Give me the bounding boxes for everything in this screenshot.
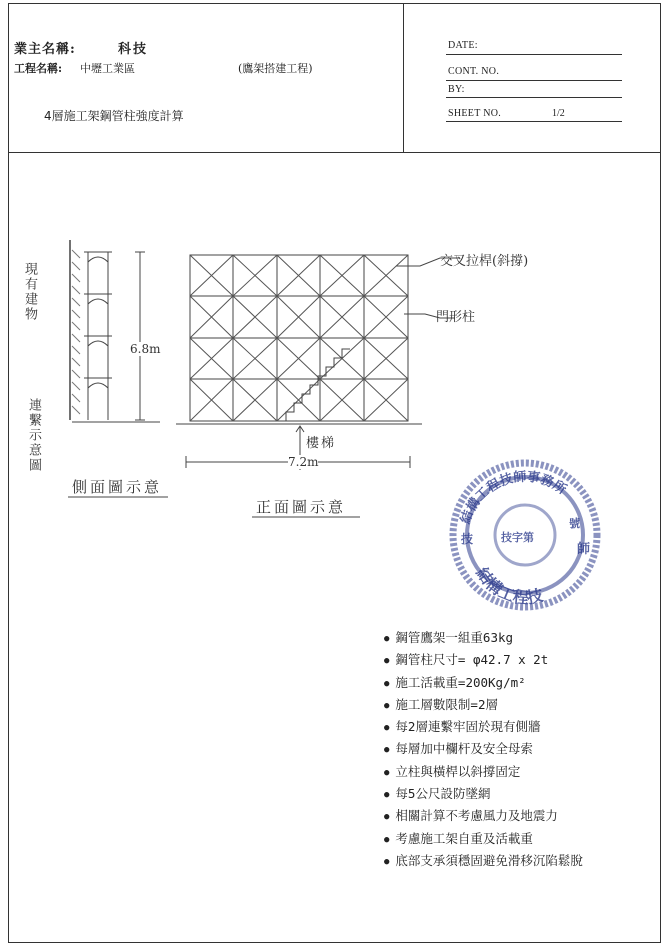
notes-list	[384, 628, 583, 873]
stamp-left-text: 技	[461, 532, 474, 546]
ladder-label: 樓梯	[306, 436, 337, 451]
side-caption: 側面圖示意	[72, 478, 163, 496]
note-item: ● 每5公尺設防墜網	[384, 784, 583, 806]
note-item: ● 考慮施工架自重及活載重	[384, 829, 583, 851]
sheet-value: 1/2	[552, 108, 565, 119]
cont-label: CONT. NO.	[448, 66, 500, 77]
note-item: ● 相關計算不考慮風力及地震力	[384, 806, 583, 828]
front-caption: 正面圖示意	[256, 498, 347, 516]
stamp-right-text: 號	[569, 517, 580, 530]
side-wall-label: 現有建物	[22, 262, 37, 322]
owner-value: 科技	[118, 42, 149, 57]
by-label: BY:	[448, 84, 465, 95]
svg-text:結構工程技	[472, 563, 545, 607]
note-item: ● 鋼管柱尺寸= φ42.7 x 2t	[384, 650, 583, 672]
note-item: ● 立柱與橫桿以斜撐固定	[384, 762, 583, 784]
note-item: ● 鋼管鷹架一組重63kg	[384, 628, 583, 650]
brace-label: 交叉拉桿(斜撐)	[440, 254, 529, 269]
side-tie-label: 連繫示意圖	[26, 398, 41, 473]
date-label: DATE:	[448, 40, 478, 51]
width-label: 7.2m	[288, 455, 319, 469]
stamp-text-layer	[453, 463, 597, 607]
project-type: (鷹架搭建工程)	[238, 62, 313, 75]
svg-text:結構工程技師事務所	[457, 469, 570, 527]
project-value: 中壢工業區	[80, 62, 135, 75]
note-item: ● 施工活載重=200Kg/m²	[384, 673, 583, 695]
note-item: ● 每層加中欄杆及安全母索	[384, 739, 583, 761]
stamp-top-text: 結構工程技師事務所	[458, 469, 569, 526]
stamp-bottom-text: 結構工程技	[472, 563, 545, 607]
height-label: 6.8m	[130, 342, 161, 356]
note-item: ● 底部支承須穩固避免滑移沉陷鬆脫	[384, 851, 583, 873]
wall-hatch	[72, 250, 80, 414]
calc-title: 4層施工架鋼管柱強度計算	[44, 109, 184, 123]
front-frame	[190, 255, 408, 421]
sheet-label: SHEET NO.	[448, 108, 502, 119]
project-label: 工程名稱:	[14, 62, 63, 75]
side-frame	[84, 252, 112, 420]
stamp-side-text: 師	[577, 542, 591, 557]
column-label: 門形柱	[436, 310, 476, 325]
stamp-center-text: 技字第	[501, 531, 534, 544]
note-item: ● 施工層數限制=2層	[384, 695, 583, 717]
note-item: ● 每2層連繫牢固於現有側牆	[384, 717, 583, 739]
owner-label: 業主名稱:	[14, 42, 76, 57]
